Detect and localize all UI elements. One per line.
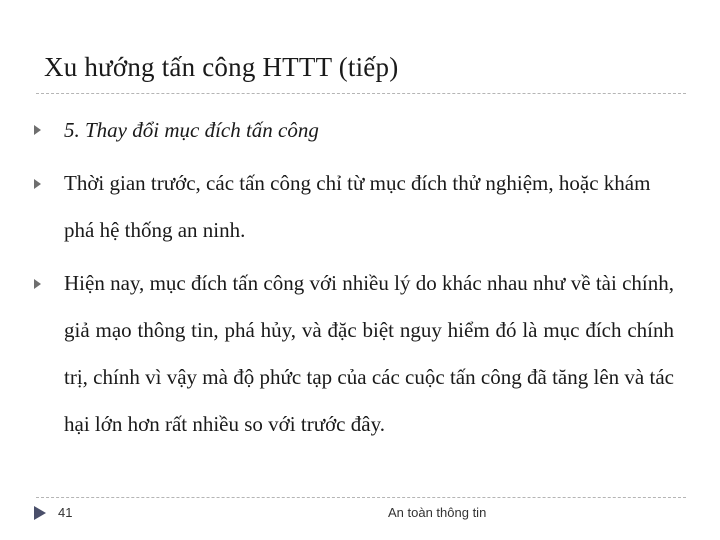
triangle-right-icon xyxy=(34,506,46,520)
footer-text: An toàn thông tin xyxy=(388,505,487,520)
page-number: 41 xyxy=(58,505,73,520)
bullet-item-2: Thời gian trước, các tấn công chỉ từ mục đích thử nghiệm, hoặc khám phá hệ thống an ninh. xyxy=(64,171,651,242)
bullet-icon xyxy=(34,125,41,135)
bullet-item-3: Hiện nay, mục đích tấn công với nhiều lý do khác nhau như về tài chính, giả mạo thông tin, phá hủy, và đặc biệt nguy hiểm đó là mục đích chính trị, chính vì vậy mà độ phức tạp của các cuộc tấn công đã tăng lên và tác hại lớn hơn rất nhiều so với trước đây. xyxy=(64,271,674,436)
bullet-icon xyxy=(34,279,41,289)
slide-title: Xu hướng tấn công HTTT (tiếp) xyxy=(44,52,399,82)
bullet-item-1: 5. Thay đổi mục đích tấn công xyxy=(64,118,319,142)
footer-divider xyxy=(36,497,686,498)
bullet-icon xyxy=(34,179,41,189)
title-divider xyxy=(36,93,686,94)
